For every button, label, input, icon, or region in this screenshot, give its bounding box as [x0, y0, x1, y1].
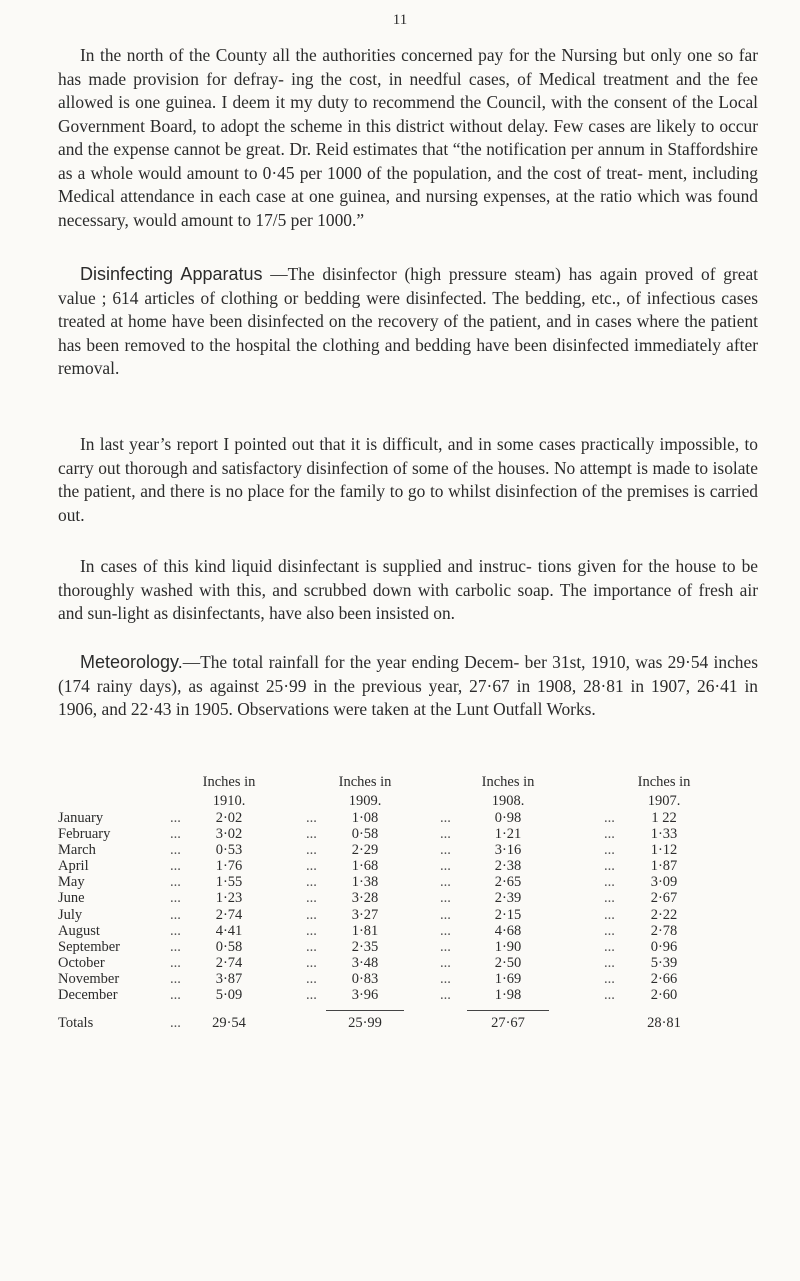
- header-1907: Inches in 1907.: [637, 774, 691, 809]
- leader-dots: ...: [170, 874, 181, 891]
- table-row: [58, 842, 758, 858]
- rainfall-value: 0·58: [215, 938, 243, 955]
- rainfall-value: 1·76: [215, 858, 243, 875]
- paragraph-meteorology: [58, 651, 758, 722]
- rainfall-value: 4·41: [215, 922, 243, 939]
- totals-row: [58, 1015, 758, 1037]
- leader-dots: ...: [440, 874, 451, 891]
- leader-dots: ...: [170, 938, 181, 955]
- rainfall-value: 1·08: [351, 810, 379, 826]
- paragraph-liquid-disinfectant: In cases of this kind liquid disinfectant is supplied and instruc- tions given for the house to be thoroughly washed with this, and scrubbed down with carbolic soap. The importance of fresh air and sun-light as disinfectants, have also been insisted on.: [58, 556, 758, 623]
- rainfall-value: 2·15: [494, 906, 522, 923]
- rainfall-value: 3·87: [215, 970, 243, 987]
- month-label: May: [58, 874, 85, 891]
- disinfecting-text: —The disinfector (high pressure steam) has again proved of great value ; 614 articles of clothing or bedding were disinfected. The bedding, etc., of infectious cases treated at home have been disinfected on the recovery of the patient, and in cases where the patient has been removed to the hospital the clothing and bedding have been disinfected immediately after removal.: [58, 264, 758, 378]
- rainfall-table: [58, 773, 758, 1037]
- rainfall-value: 2·22: [650, 906, 678, 923]
- leader-dots: ...: [170, 922, 181, 939]
- table-row: [58, 987, 758, 1003]
- month-label: September: [58, 938, 121, 955]
- rainfall-value: 2·29: [351, 842, 379, 859]
- leader-dots: ...: [306, 890, 317, 907]
- totals-label: Totals: [58, 1015, 94, 1032]
- leader-dots: ...: [604, 906, 615, 923]
- table-row: [58, 874, 758, 890]
- disinfecting-heading: Disinfecting Apparatus: [80, 264, 263, 284]
- rainfall-value: 2·67: [650, 890, 678, 907]
- month-label: February: [58, 826, 111, 843]
- month-label: October: [58, 954, 105, 971]
- total-1908: 27·67: [491, 1015, 525, 1032]
- rainfall-value: 2·35: [351, 938, 379, 955]
- rainfall-value: 5·39: [650, 954, 678, 971]
- leader-dots: ...: [604, 842, 615, 859]
- leader-dots: ...: [440, 810, 451, 826]
- leader-dots: ...: [306, 810, 317, 826]
- leader-dots: ...: [440, 842, 451, 859]
- table-row: [58, 955, 758, 971]
- table-row: [58, 971, 758, 987]
- rainfall-value: 1·55: [215, 874, 243, 891]
- rainfall-value: 2·65: [494, 874, 522, 891]
- rainfall-value: 1·12: [650, 842, 678, 859]
- leader-dots: ...: [170, 970, 181, 987]
- rainfall-value: 1·90: [494, 938, 522, 955]
- month-label: April: [58, 858, 89, 875]
- meteorology-text: —The total rainfall for the year ending Decem- ber 31st, 1910, was 29·54 inches (174 rainy days), as against 25·99 in the previous year, 27·67 in 1908, 28·81 in 1907, 26·41 in 1906, and 22·43 in 1905. Observations were taken at the Lunt Outfall Works.: [58, 652, 758, 719]
- leader-dots: ...: [440, 922, 451, 939]
- month-label: August: [58, 922, 100, 939]
- table-header: [58, 773, 758, 810]
- header-1908: Inches in 1908.: [481, 774, 535, 809]
- rainfall-value: 0·58: [351, 826, 379, 843]
- rainfall-value: 2·02: [215, 810, 243, 826]
- month-label: July: [58, 906, 83, 923]
- rainfall-value: 2·78: [650, 922, 678, 939]
- leader-dots: ...: [440, 987, 451, 1004]
- leader-dots: ...: [604, 874, 615, 891]
- rainfall-value: 1·87: [650, 858, 678, 875]
- rainfall-value: 5·09: [215, 987, 243, 1004]
- leader-dots: ...: [604, 922, 615, 939]
- total-1910: 29·54: [212, 1015, 246, 1032]
- rainfall-value: 2·74: [215, 954, 243, 971]
- leader-dots: ...: [604, 826, 615, 843]
- leader-dots: ...: [306, 826, 317, 843]
- month-label: November: [58, 970, 120, 987]
- leader-dots: ...: [170, 858, 181, 875]
- rainfall-value: 0·98: [494, 810, 522, 826]
- leader-dots: ...: [440, 938, 451, 955]
- leader-dots: ...: [306, 970, 317, 987]
- month-label: June: [58, 890, 85, 907]
- rainfall-value: 3·27: [351, 906, 379, 923]
- leader-dots: ...: [440, 970, 451, 987]
- leader-dots: ...: [604, 938, 615, 955]
- rainfall-value: 0·53: [215, 842, 243, 859]
- table-row: [58, 890, 758, 906]
- rainfall-value: 1·68: [351, 858, 379, 875]
- table-row: [58, 923, 758, 939]
- leader-dots: ...: [306, 922, 317, 939]
- table-row: [58, 858, 758, 874]
- rainfall-value: 0·96: [650, 938, 678, 955]
- rainfall-value: 2·38: [494, 858, 522, 875]
- leader-dots: ...: [440, 890, 451, 907]
- leader-dots: ...: [306, 987, 317, 1004]
- table-body: [58, 810, 758, 1003]
- rainfall-value: 3·09: [650, 874, 678, 891]
- leader-dots: ...: [440, 826, 451, 843]
- leader-dots: ...: [440, 858, 451, 875]
- paragraph-last-year: In last year’s report I pointed out that it is difficult, and in some cases practically impossible, to carry out thorough and satisfactory disinfection of some of the houses. No attempt is made to isolate the patient, and there is no place for the family to go to whilst disinfection of the premises is carried out.: [58, 434, 758, 525]
- rainfall-value: 1·33: [650, 826, 678, 843]
- rainfall-value: 2·39: [494, 890, 522, 907]
- rainfall-value: 1·38: [351, 874, 379, 891]
- leader-dots: ...: [440, 954, 451, 971]
- total-1907: 28·81: [647, 1015, 681, 1032]
- leader-dots: ...: [306, 954, 317, 971]
- leader-dots: ...: [170, 810, 181, 826]
- rainfall-value: 3·28: [351, 890, 379, 907]
- totals-dots: ...: [170, 1015, 181, 1032]
- rainfall-value: 0·83: [351, 970, 379, 987]
- leader-dots: ...: [604, 858, 615, 875]
- rainfall-value: 1·23: [215, 890, 243, 907]
- page-number: 11: [392, 12, 408, 28]
- header-1910: Inches in 1910.: [202, 774, 256, 809]
- rainfall-value: 1·81: [351, 922, 379, 939]
- total-1909: 25·99: [348, 1015, 382, 1032]
- leader-dots: ...: [170, 987, 181, 1004]
- leader-dots: ...: [306, 874, 317, 891]
- leader-dots: ...: [306, 858, 317, 875]
- rainfall-value: 4·68: [494, 922, 522, 939]
- rainfall-value: 2·74: [215, 906, 243, 923]
- leader-dots: ...: [306, 938, 317, 955]
- rainfall-value: 3·16: [494, 842, 522, 859]
- leader-dots: ...: [604, 890, 615, 907]
- leader-dots: ...: [170, 906, 181, 923]
- rainfall-value: 3·02: [215, 826, 243, 843]
- rainfall-value: 2·60: [650, 987, 678, 1004]
- rainfall-value: 1·98: [494, 987, 522, 1004]
- paragraph-nursing: In the north of the County all the authorities concerned pay for the Nursing but only one so far has made provision for defray- ing the cost, in needful cases, of Medical treatment and the fee allowed is one guinea. I deem it my duty to recommend the Council, with the consent of the Local Government Board, to adopt the scheme in this district without delay. Few cases are likely to occur and the expense cannot be great. Dr. Reid estimates that “the notification per annum in Staffordshire as a whole would amount to 0·45 per 1000 of the population, and the cost of treat- ment, including Medical attendance in each case at one guinea, and nursing expenses, at the ratio which was found necessary, would amount to 17/5 per 1000.”: [58, 45, 758, 230]
- leader-dots: ...: [604, 954, 615, 971]
- rainfall-value: 1·21: [494, 826, 522, 843]
- month-label: January: [58, 810, 104, 826]
- table-row: [58, 810, 758, 826]
- rainfall-value: 3·96: [351, 987, 379, 1004]
- leader-dots: ...: [170, 842, 181, 859]
- leader-dots: ...: [604, 987, 615, 1004]
- leader-dots: ...: [306, 842, 317, 859]
- month-label: March: [58, 842, 96, 859]
- table-row: [58, 907, 758, 923]
- rainfall-value: 1 22: [651, 810, 677, 826]
- rainfall-value: 2·66: [650, 970, 678, 987]
- rainfall-value: 3·48: [351, 954, 379, 971]
- paragraph-disinfecting: [58, 263, 758, 381]
- month-label: December: [58, 987, 118, 1004]
- leader-dots: ...: [440, 906, 451, 923]
- leader-dots: ...: [604, 970, 615, 987]
- leader-dots: ...: [306, 906, 317, 923]
- leader-dots: ...: [604, 810, 615, 826]
- table-row: [58, 826, 758, 842]
- rainfall-value: 2·50: [494, 954, 522, 971]
- leader-dots: ...: [170, 954, 181, 971]
- rainfall-value: 1·69: [494, 970, 522, 987]
- meteorology-heading: Meteorology.: [80, 652, 183, 672]
- leader-dots: ...: [170, 826, 181, 843]
- header-1909: Inches in 1909.: [338, 774, 392, 809]
- leader-dots: ...: [170, 890, 181, 907]
- table-row: [58, 939, 758, 955]
